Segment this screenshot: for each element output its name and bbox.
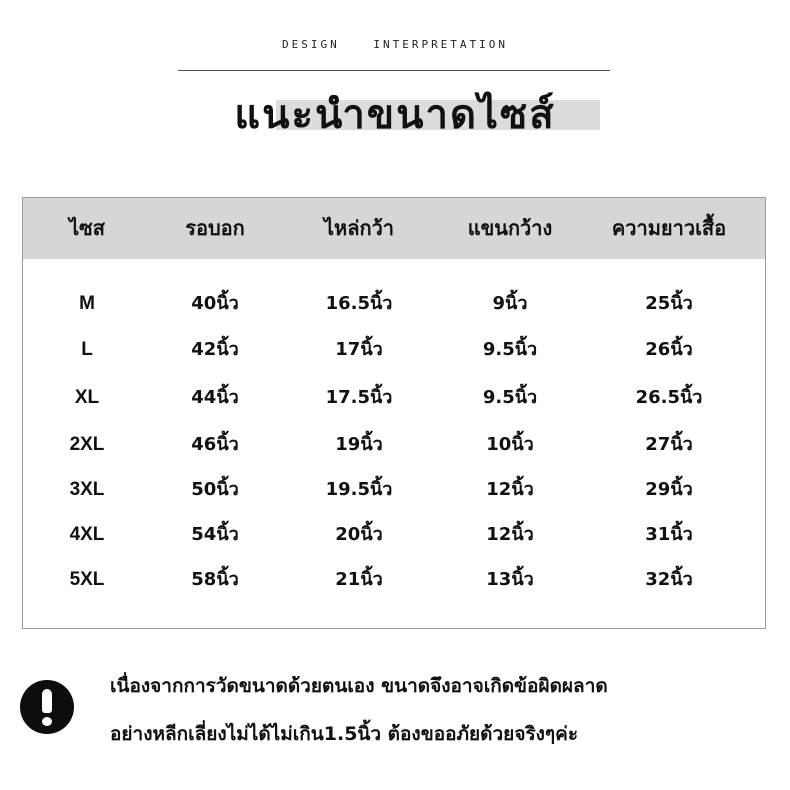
caption-design: DESIGN [281, 38, 340, 51]
cell-length: 25นิ้ว [645, 293, 693, 314]
cell-size: 3XL [69, 479, 105, 500]
column-header-chest: รอบอก [185, 216, 245, 240]
table-header [23, 198, 765, 259]
cell-chest: 58นิ้ว [191, 569, 239, 590]
cell-sleeve: 10นิ้ว [486, 434, 534, 455]
header-caption [0, 38, 790, 51]
cell-shoulder: 21นิ้ว [335, 569, 383, 590]
cell-chest: 40นิ้ว [191, 293, 239, 314]
cell-shoulder: 17นิ้ว [335, 339, 383, 360]
caption-interpretation: INTERPRETATION [373, 38, 509, 51]
exclamation-bar [42, 689, 52, 713]
cell-chest: 54นิ้ว [191, 524, 239, 545]
cell-chest: 46นิ้ว [191, 434, 239, 455]
cell-chest: 44นิ้ว [191, 387, 239, 408]
table-row [23, 428, 765, 462]
table-row [23, 381, 765, 415]
cell-chest: 50นิ้ว [191, 479, 239, 500]
notice-line-1: เนื่องจากการวัดขนาดด้วยตนเอง ขนาดจึงอาจเกิดข้อผิดผลาด [110, 675, 608, 697]
cell-sleeve: 9นิ้ว [492, 293, 528, 314]
cell-size: M [79, 293, 95, 314]
cell-shoulder: 19นิ้ว [335, 434, 383, 455]
cell-length: 27นิ้ว [645, 434, 693, 455]
cell-size: 5XL [69, 569, 105, 590]
cell-sleeve: 12นิ้ว [486, 524, 534, 545]
cell-size: 2XL [69, 434, 105, 455]
cell-sleeve: 13นิ้ว [486, 569, 534, 590]
table-row [23, 333, 765, 367]
cell-shoulder: 17.5นิ้ว [325, 387, 393, 408]
cell-size: 4XL [69, 524, 105, 545]
table-row [23, 473, 765, 507]
cell-length: 31นิ้ว [645, 524, 693, 545]
cell-length: 26นิ้ว [645, 339, 693, 360]
column-header-length: ความยาวเสื้อ [611, 216, 727, 240]
cell-shoulder: 19.5นิ้ว [325, 479, 393, 500]
cell-chest: 42นิ้ว [191, 339, 239, 360]
cell-size: L [81, 339, 93, 360]
cell-sleeve: 9.5นิ้ว [482, 339, 538, 360]
cell-shoulder: 20นิ้ว [335, 524, 383, 545]
page-title: แนะนำขนาดไซส์ [234, 92, 556, 138]
table-row [23, 518, 765, 552]
header-divider [178, 70, 610, 71]
cell-sleeve: 12นิ้ว [486, 479, 534, 500]
notice-line-2: อย่างหลีกเลี่ยงไม่ได้ไม่เกิน1.5นิ้ว ต้องขออภัยด้วยจริงๆค่ะ [110, 723, 579, 745]
cell-length: 26.5นิ้ว [635, 387, 703, 408]
exclamation-circle-icon [20, 680, 74, 734]
column-header-shoulder: ไหล่กว้า [323, 216, 395, 240]
cell-length: 29นิ้ว [645, 479, 693, 500]
cell-size: XL [74, 387, 100, 408]
size-table [22, 197, 766, 629]
column-header-sleeve: แขนกว้าง [467, 216, 553, 240]
table-row [23, 287, 765, 321]
cell-shoulder: 16.5นิ้ว [325, 293, 393, 314]
cell-sleeve: 9.5นิ้ว [482, 387, 538, 408]
table-row [23, 563, 765, 597]
cell-length: 32นิ้ว [645, 569, 693, 590]
exclamation-dot [42, 717, 52, 726]
column-header-size: ไซส [69, 216, 105, 240]
